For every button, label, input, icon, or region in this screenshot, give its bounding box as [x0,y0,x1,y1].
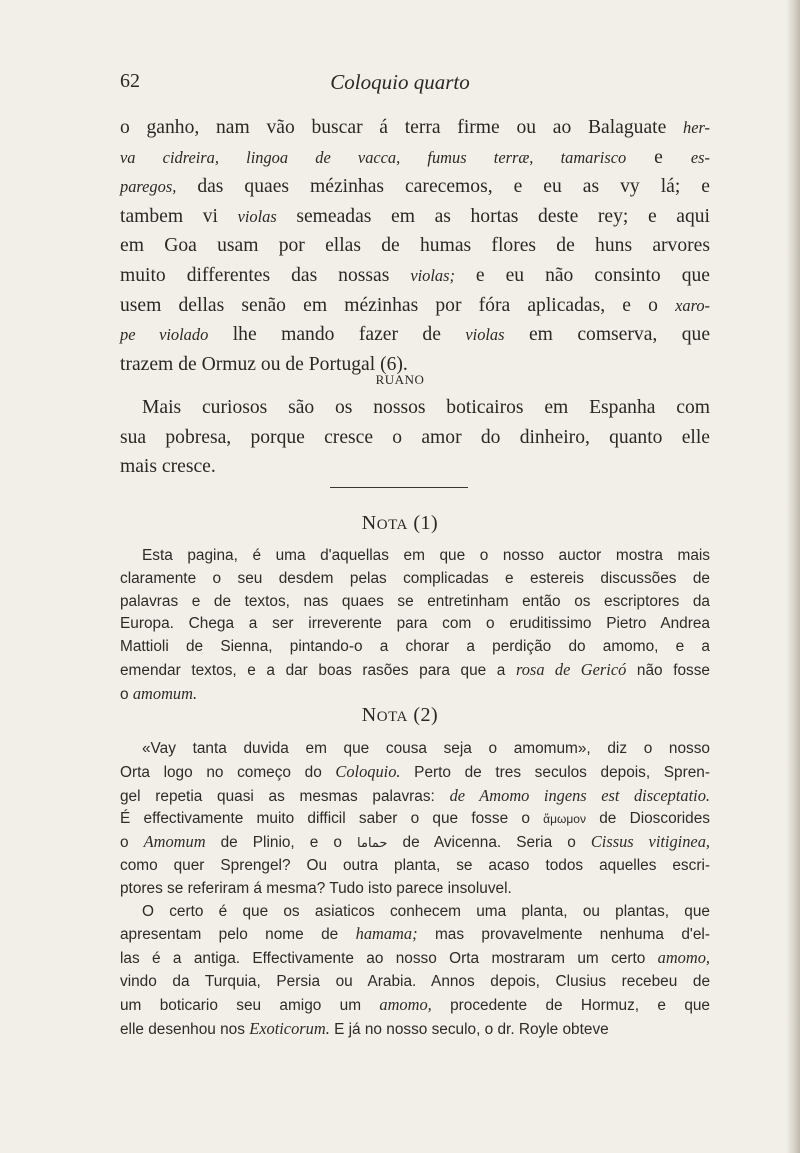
arabic-word: حماما [357,835,388,851]
text-line [120,683,710,707]
text-line [120,971,710,994]
italic-run: violas; [410,265,455,285]
text-run: emendar textos, e a dar boas rasões para que a [120,661,516,679]
text-run: trazem de Ormuz ou de Portugal (6). [120,353,408,375]
text-line [120,994,710,1018]
text-line [120,231,710,261]
text-run: vindo da Turquia, Persia ou Arabia. Annos depois, Clusius recebeu de [120,972,710,990]
text-run: das quaes mézinhas carecemos, e eu as vy lá; e [176,176,710,198]
text-run: gel repetia quasi as mesmas palavras: [120,787,450,805]
text-run: semeadas em as hortas deste rey; e aqui [276,205,710,227]
text-run: de Plinio, e o [205,834,358,852]
text-run: apresentam pelo nome de [120,926,356,944]
note-1-heading-word: NOTA [361,512,408,534]
text-line [120,113,710,143]
text-line [120,172,710,202]
text-run: E já no nosso seculo, o dr. Royle obteve [329,1020,609,1038]
text-run: não fosse [626,661,710,679]
text-line [120,636,710,659]
text-run: o [120,685,133,703]
text-line [120,761,710,785]
text-run: Europa. Chega a ser irreverente para com o eruditissimo Pietro Andrea [120,615,710,633]
italic-run: Exoticorum. [249,1018,330,1038]
text-run: lhe mando fazer de [208,324,466,346]
note-2-heading [0,704,800,727]
text-line [120,808,710,831]
text-run: É effectivamente muito difficil saber o que fosse o [120,810,544,828]
text-run: um boticario seu amigo um [120,996,380,1014]
text-line [120,1018,710,1042]
text-run: em Goa usam por ellas de humas flores de huns arvores [120,235,710,257]
italic-run: pe violado [120,325,209,345]
italic-run: amomum. [132,683,198,703]
text-line [120,878,710,901]
main-paragraph [120,113,710,379]
text-run: Esta pagina, é uma d'aquellas em que o nosso auctor mostra mais [142,547,710,564]
text-run: O certo é que os asiaticos conhecem uma planta, ou plantas, que [142,902,710,920]
note-1-heading-number: (1) [413,512,439,534]
ruano-paragraph [120,393,710,482]
italic-run: Coloquio. [335,761,401,781]
text-run: Mais curiosos são os nossos boticairos em Espanha com [142,397,710,418]
speaker-name: RUANO [375,372,425,387]
page-edge-shadow [786,0,800,1153]
text-line [120,423,710,453]
text-line [120,591,710,614]
italic-run: violas [237,206,277,226]
text-run: o ganho, nam vão buscar á terra firme ou ao Balaguate [120,117,684,138]
text-run: em comserva, que [504,324,711,346]
text-run: claramente o seu desdem pelas complicadas e estereis discussões de [120,569,710,587]
note-2-heading-word: NOTA [361,704,408,726]
text-run: palavras e de textos, nas quaes se entretinham então os escriptores da [120,592,710,610]
italic-run: amomo, [379,994,432,1014]
note-2-heading-number: (2) [413,704,439,726]
note-1-text [120,545,710,707]
text-run: mais cresce. [120,456,216,478]
page-number: 62 [120,70,140,92]
text-run: o [120,834,144,852]
text-line [120,320,710,350]
italic-run: va cidreira, lingoa de vacca, fumus terræ, tamarisco [120,147,627,167]
text-line [120,947,710,971]
text-line [120,613,710,636]
page-header [0,70,800,100]
text-line [120,261,710,291]
text-line [120,202,710,232]
note-2-text [120,738,710,1041]
text-run: mas provavelmente nenhuma d'el- [417,926,710,944]
text-run: elle desenhou nos [120,1020,250,1038]
text-run: procedente de Hormuz, e que [431,996,710,1014]
section-divider [330,487,468,488]
text-line [120,901,710,924]
italic-run: violas [465,325,505,345]
text-line [120,659,710,683]
text-line [120,545,710,568]
text-line [120,923,710,947]
text-run: como quer Sprengel? Ou outra planta, se acaso todos aquelles escri- [120,856,710,874]
text-line [120,143,710,173]
text-run: ptores se referiram á mesma? Tudo isto parece insoluvel. [120,879,512,897]
text-line [120,785,710,809]
text-run: tambem vi [120,205,238,227]
text-run: Perto de tres seculos depois, Spren- [400,763,710,781]
italic-run: xaro- [675,295,710,315]
text-run: Mattioli de Sienna, pintando-o a chorar a perdição do amomo, e a [120,638,710,656]
italic-run: paregos, [120,177,177,197]
text-line [120,291,710,321]
text-line [120,855,710,878]
italic-run: her- [683,118,710,137]
text-run: de Avicenna. Seria o [387,834,591,852]
text-run: muito differentes das nossas [120,264,411,286]
running-title: Coloquio quarto [330,70,470,94]
text-run: Orta logo no começo do [120,763,336,781]
text-run: las é a antiga. Effectivamente ao nosso Orta mostraram um certo [120,950,658,968]
italic-run: amomo, [657,948,710,968]
text-line [120,831,710,855]
text-run: sua pobresa, porque cresce o amor do dinheiro, quanto elle [120,426,710,448]
italic-run: hamama; [355,924,418,944]
italic-run: rosa de Gericó [515,659,627,679]
text-run: usem dellas senão em mézinhas por fóra aplicadas, e o [120,294,676,316]
note-1-heading [0,512,800,535]
text-run: «Vay tanta duvida em que cousa seja o amomum», diz o nosso [142,740,710,757]
text-line [120,452,710,482]
italic-run: Cissus vitiginea, [590,832,710,852]
italic-run: Amomum [143,832,206,852]
text-run: e eu não consinto que [454,264,710,286]
text-line [120,393,710,423]
greek-word: ἄμωμον [543,812,586,827]
italic-run: es- [690,147,710,167]
text-run: e [626,146,691,168]
text-line [120,568,710,591]
italic-run: de Amomo ingens est disceptatio. [449,785,710,805]
text-run: de Dioscorides [585,810,710,828]
text-line [120,738,710,761]
